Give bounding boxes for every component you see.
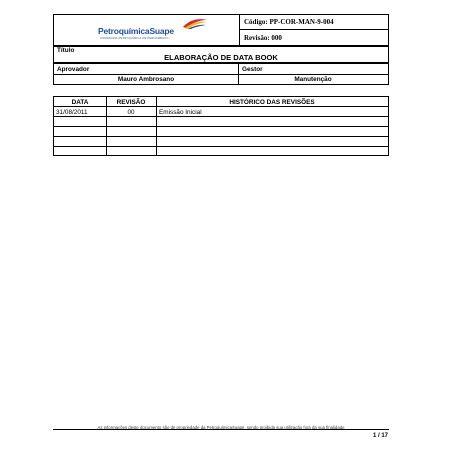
- title-block: [53, 46, 389, 63]
- logo-subtitle: COMPANHIA PETROQUÍMICA DE PERNAMBUCO: [100, 37, 169, 40]
- document-title: ELABORAÇÃO DE DATA BOOK: [164, 53, 278, 62]
- approver-label: Aprovador: [57, 66, 90, 73]
- page-number: 1 / 17: [372, 433, 388, 439]
- table-row: [54, 137, 388, 147]
- logo-wordmark: PetroquímicaSuape: [98, 26, 174, 36]
- divider: [54, 74, 388, 75]
- table-header-row: [54, 97, 388, 107]
- row-date: 31/08/2011: [56, 109, 88, 116]
- company-logo-icon: [182, 17, 208, 29]
- column-header-date: DATA: [71, 99, 89, 106]
- column-divider: [156, 97, 157, 155]
- column-header-history: HISTÓRICO DAS REVISÕES: [229, 99, 315, 106]
- approval-block: [53, 63, 389, 85]
- row-description: Emissão Inicial: [159, 109, 202, 116]
- row-revision: 00: [127, 109, 135, 116]
- table-row: [54, 127, 388, 137]
- column-divider: [106, 97, 107, 155]
- revision-history-table: [53, 96, 389, 156]
- document-header: [53, 14, 389, 46]
- table-row: [54, 107, 388, 117]
- logo-cell: [54, 15, 240, 45]
- document-code: Código: PP-COR-MAN-9-004: [240, 15, 388, 30]
- confidentiality-notice: As informações deste documento são de propriedade da PetroquímicaSuape, sendo proibida sua utilização fora da sua finalidade: [97, 425, 345, 430]
- approver-value: Mauro Ambrosano: [117, 76, 175, 83]
- column-header-revision: REVISÃO: [116, 99, 146, 106]
- title-label: Título: [57, 47, 75, 54]
- table-row: [54, 117, 388, 127]
- footer-divider: [53, 429, 389, 430]
- manager-label: Gestor: [242, 66, 263, 73]
- document-revision: Revisão: 000: [244, 34, 282, 42]
- manager-value: Manutenção: [294, 76, 332, 83]
